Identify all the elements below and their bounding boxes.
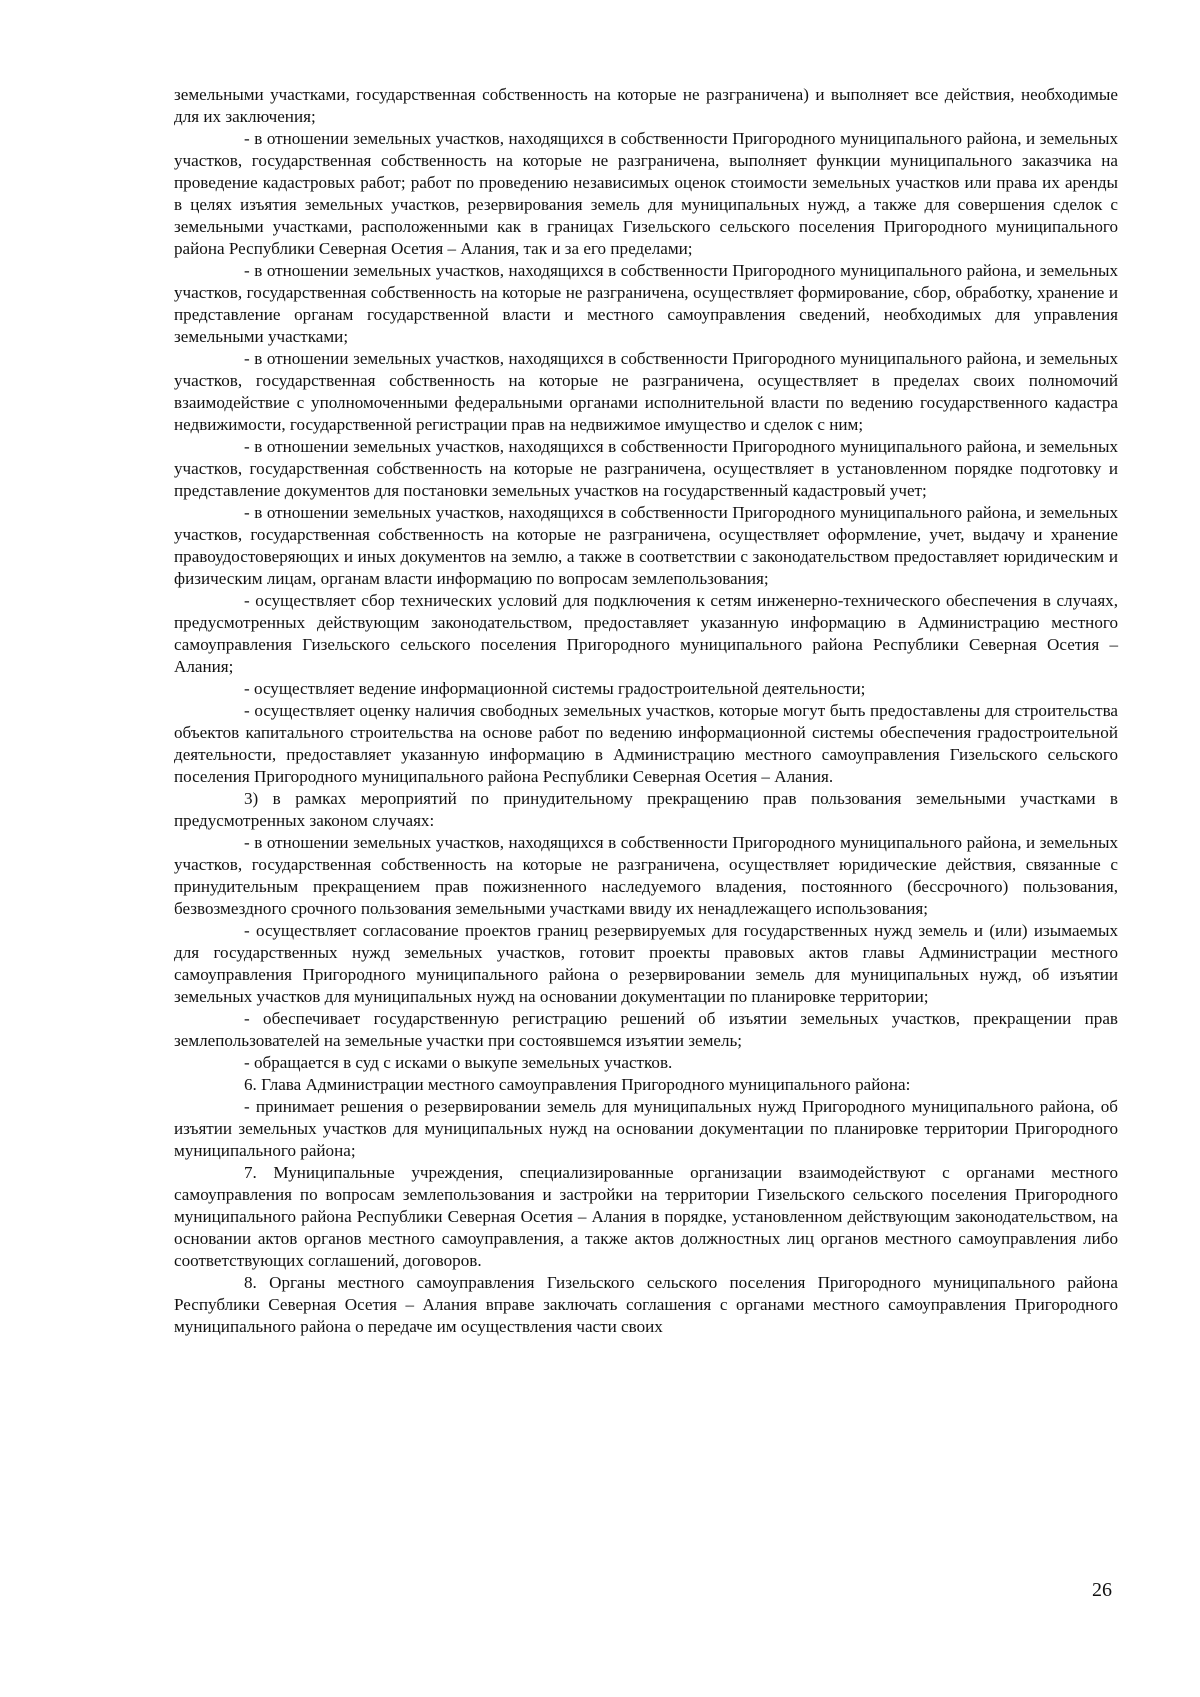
- paragraph-forced-termination: - в отношении земельных участков, находящихся в собственности Пригородного муниципального района, и земельных участков, государственная собственность на которые не разграничена, осуществляет юридические действия, связанные с принудительным прекращением прав пожизненного наследуемого владения, постоянного (бессрочного) пользования, безвозмездного срочного пользования земельными участками ввиду их ненадлежащего использования;: [174, 833, 1118, 918]
- paragraph-item-6: 6. Глава Администрации местного самоуправления Пригородного муниципального района:: [244, 1075, 911, 1094]
- paragraph-free-land-assessment: - осуществляет оценку наличия свободных земельных участков, которые могут быть предоставлены для строительства объектов капитального строительства на основе работ по ведению информационной системы обеспечения градостроительной деятельности, предоставляет указанную информацию в Администрацию местного самоуправления Гизельского сельского поселения Пригородного муниципального района Республики Северная Осетия – Алания.: [174, 701, 1118, 786]
- paragraph-information-system: - осуществляет ведение информационной системы градостроительной деятельности;: [244, 679, 866, 698]
- paragraph-reservation-decisions: - принимает решения о резервировании земель для муниципальных нужд Пригородного муниципального района, об изъятии земельных участков для муниципальных нужд на основании документации по планировке территории Пригородного муниципального района;: [174, 1097, 1118, 1160]
- paragraph-item-8: 8. Органы местного самоуправления Гизельского сельского поселения Пригородного муниципального района Республики Северная Осетия – Алания вправе заключать соглашения с органами местного самоуправления Пригородного муниципального района о передаче им осуществления части своих: [174, 1273, 1118, 1336]
- paragraph-technical-conditions: - осуществляет сбор технических условий для подключения к сетям инженерно-технического обеспечения в случаях, предусмотренных действующим законодательством, предоставляет указанную информацию в Администрацию местного самоуправления Гизельского сельского поселения Пригородного муниципального района Республики Северная Осетия – Алания;: [174, 591, 1118, 676]
- paragraph-item-7: 7. Муниципальные учреждения, специализированные организации взаимодействуют с органами местного самоуправления по вопросам землепользования и застройки на территории Гизельского сельского поселения Пригородного муниципального района Республики Северная Осетия – Алания в порядке, установленном действующим законодательством, на основании актов органов местного самоуправления, а также актов должностных лиц органов местного самоуправления либо соответствующих соглашений, договоров.: [174, 1163, 1118, 1270]
- paragraph-information-collection: - в отношении земельных участков, находящихся в собственности Пригородного муниципального района, и земельных участков, государственная собственность на которые не разграничена, осуществляет формирование, сбор, обработку, хранение и представление органам государственной власти и местного самоуправления сведений, необходимых для управления земельными участками;: [174, 261, 1118, 346]
- paragraph-court-claims: - обращается в суд с исками о выкупе земельных участков.: [244, 1053, 673, 1072]
- paragraph-state-registration: - обеспечивает государственную регистрацию решений об изъятии земельных участков, прекращении прав землепользователей на земельные участки при состоявшемся изъятии земель;: [174, 1009, 1118, 1050]
- page-number: 26: [1092, 1579, 1112, 1601]
- paragraph-continuation: земельными участками, государственная собственность на которые не разграничена) и выполняет все действия, необходимые для их заключения;: [174, 85, 1118, 126]
- paragraph-cadastral-works: - в отношении земельных участков, находящихся в собственности Пригородного муниципального района, и земельных участков, государственная собственность на которые не разграничена, выполняет функции муниципального заказчика на проведение кадастровых работ; работ по проведению независимых оценок стоимости земельных участков или права их аренды в целях изъятия земельных участков, резервирования земель для муниципальных нужд, а также для совершения сделок с земельными участками, расположенными как в границах Гизельского сельского поселения Пригородного муниципального района Республики Северная Осетия – Алания, так и за его пределами;: [174, 129, 1118, 258]
- paragraph-item-3: 3) в рамках мероприятий по принудительному прекращению прав пользования земельными участками в предусмотренных законом случаях:: [174, 789, 1118, 830]
- paragraph-documents-issuance: - в отношении земельных участков, находящихся в собственности Пригородного муниципального района, и земельных участков, государственная собственность на которые не разграничена, осуществляет оформление, учет, выдачу и хранение правоудостоверяющих и иных документов на землю, а также в соответствии с законодательством предоставляет юридическим и физическим лицам, органам власти информацию по вопросам землепользования;: [174, 503, 1118, 588]
- paragraph-federal-interaction: - в отношении земельных участков, находящихся в собственности Пригородного муниципального района, и земельных участков, государственная собственность на которые не разграничена, осуществляет в пределах своих полномочий взаимодействие с уполномоченными федеральными органами исполнительной власти по ведению государственного кадастра недвижимости, государственной регистрации прав на недвижимое имущество и сделок с ним;: [174, 349, 1118, 434]
- document-body: [174, 84, 1118, 1338]
- paragraph-cadastral-registration: - в отношении земельных участков, находящихся в собственности Пригородного муниципального района, и земельных участков, государственная собственность на которые не разграничена, осуществляет в установленном порядке подготовку и представление документов для постановки земельных участков на государственный кадастровый учет;: [174, 437, 1118, 500]
- paragraph-reservation-approval: - осуществляет согласование проектов границ резервируемых для государственных нужд земель и (или) изымаемых для государственных нужд земельных участков, готовит проекты правовых актов главы Администрации местного самоуправления Пригородного муниципального района о резервировании земель для муниципальных нужд, об изъятии земельных участков для муниципальных нужд на основании документации по планировке территории;: [174, 921, 1118, 1006]
